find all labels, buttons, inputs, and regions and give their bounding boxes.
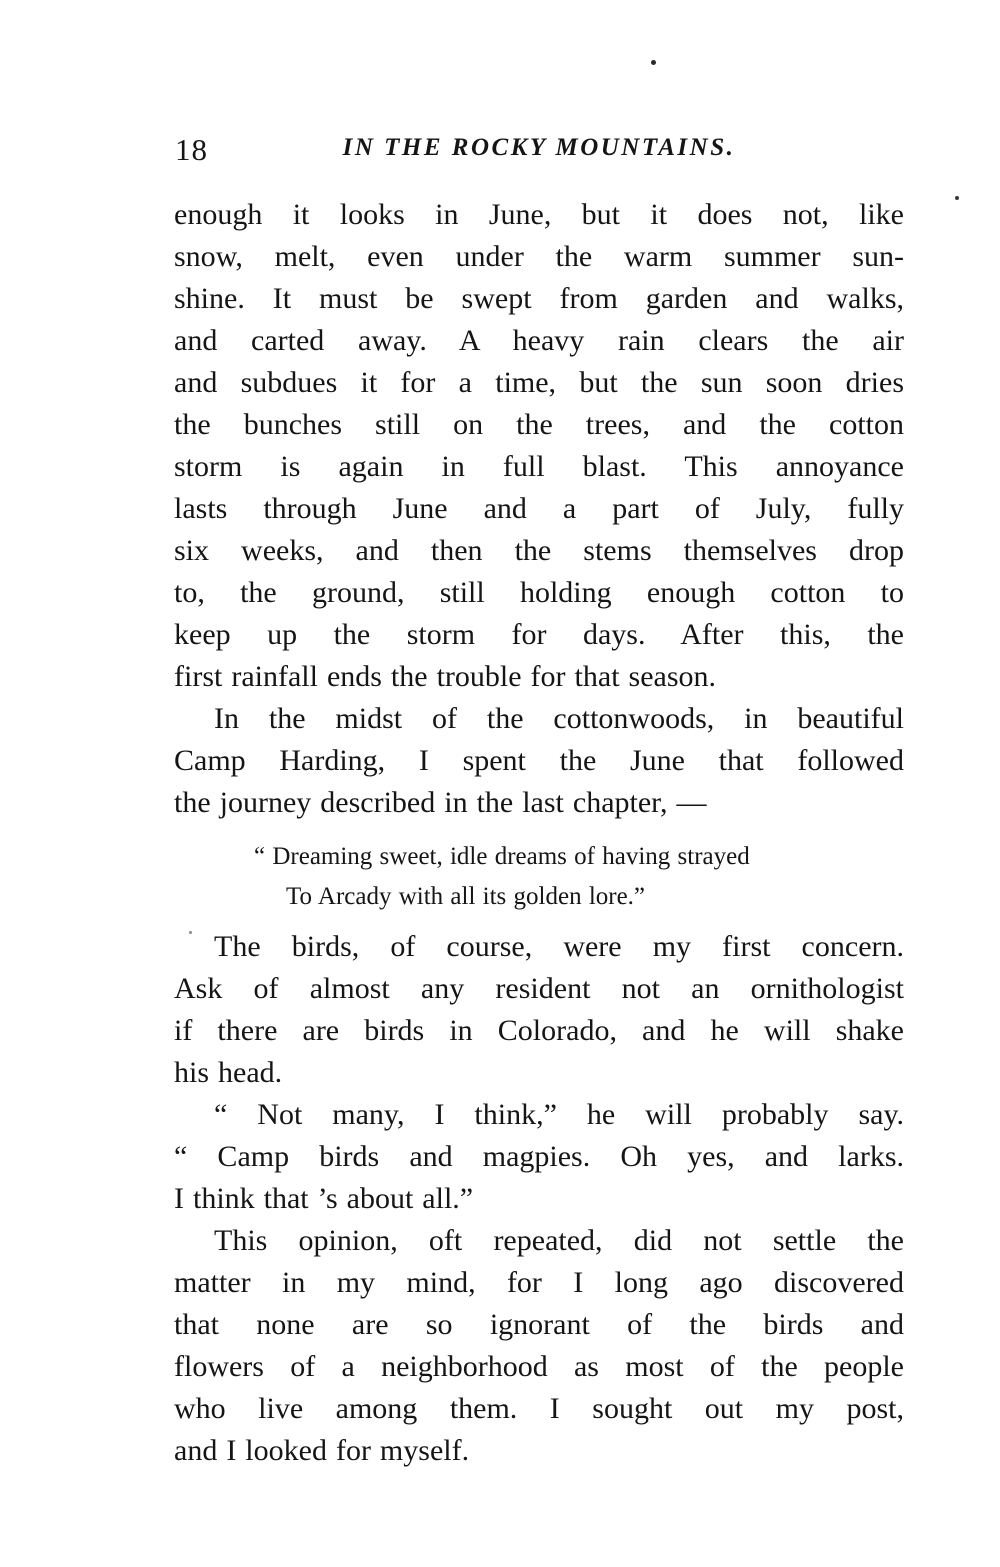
paragraph bbox=[174, 194, 904, 698]
running-title: IN THE ROCKY MOUNTAINS. bbox=[342, 134, 736, 161]
text-line: shine. It must be swept from garden and walks, bbox=[174, 282, 904, 315]
text-line: I think that ’s about all.” bbox=[174, 1182, 474, 1215]
scan-artifact-dot bbox=[955, 196, 959, 200]
text-line: and subdues it for a time, but the sun soon dries bbox=[174, 366, 904, 399]
text-line: six weeks, and then the stems themselves drop bbox=[174, 534, 904, 567]
text-line: snow, melt, even under the warm summer sun- bbox=[174, 240, 904, 273]
text-line: his head. bbox=[174, 1056, 283, 1089]
text-line: the bunches still on the trees, and the cotton bbox=[174, 408, 904, 441]
text-line: who live among them. I sought out my post, bbox=[174, 1392, 904, 1425]
text-line: This opinion, oft repeated, did not settle the bbox=[214, 1224, 904, 1257]
text-line: enough it looks in June, but it does not, like bbox=[174, 198, 904, 231]
verse-line: To Arcady with all its golden lore.” bbox=[286, 883, 646, 910]
page-number: 18 bbox=[175, 132, 208, 167]
text-line: In the midst of the cottonwoods, in beautiful bbox=[214, 702, 904, 735]
text-line: Ask of almost any resident not an ornithologist bbox=[174, 972, 904, 1005]
text-line: storm is again in full blast. This annoyance bbox=[174, 450, 904, 483]
verse-line: “ Dreaming sweet, idle dreams of having strayed bbox=[254, 843, 750, 870]
verse-quote bbox=[174, 837, 904, 917]
paragraph bbox=[174, 698, 904, 824]
text-line: lasts through June and a part of July, fully bbox=[174, 492, 904, 525]
text-line: to, the ground, still holding enough cotton to bbox=[174, 576, 904, 609]
scan-artifact-dot bbox=[189, 931, 192, 934]
text-line: keep up the storm for days. After this, the bbox=[174, 618, 904, 651]
paragraph bbox=[174, 1220, 904, 1472]
text-line: flowers of a neighborhood as most of the people bbox=[174, 1350, 904, 1383]
scan-artifact-dot bbox=[651, 60, 656, 65]
text-line: “ Not many, I think,” he will probably say. bbox=[214, 1098, 904, 1131]
paragraph bbox=[174, 1094, 904, 1220]
text-line: and I looked for myself. bbox=[174, 1434, 470, 1467]
text-line: that none are so ignorant of the birds and bbox=[174, 1308, 904, 1341]
page-header bbox=[174, 130, 904, 170]
text-line: matter in my mind, for I long ago discovered bbox=[174, 1266, 904, 1299]
text-line: the journey described in the last chapter, — bbox=[174, 786, 707, 819]
text-line: if there are birds in Colorado, and he will shake bbox=[174, 1014, 904, 1047]
text-line: “ Camp birds and magpies. Oh yes, and larks. bbox=[174, 1140, 904, 1173]
paragraph bbox=[174, 926, 904, 1094]
text-column bbox=[174, 194, 904, 1472]
text-line: The birds, of course, were my first concern. bbox=[214, 930, 904, 963]
text-line: and carted away. A heavy rain clears the air bbox=[174, 324, 904, 357]
text-line: Camp Harding, I spent the June that followed bbox=[174, 744, 904, 777]
text-line: first rainfall ends the trouble for that season. bbox=[174, 660, 717, 693]
